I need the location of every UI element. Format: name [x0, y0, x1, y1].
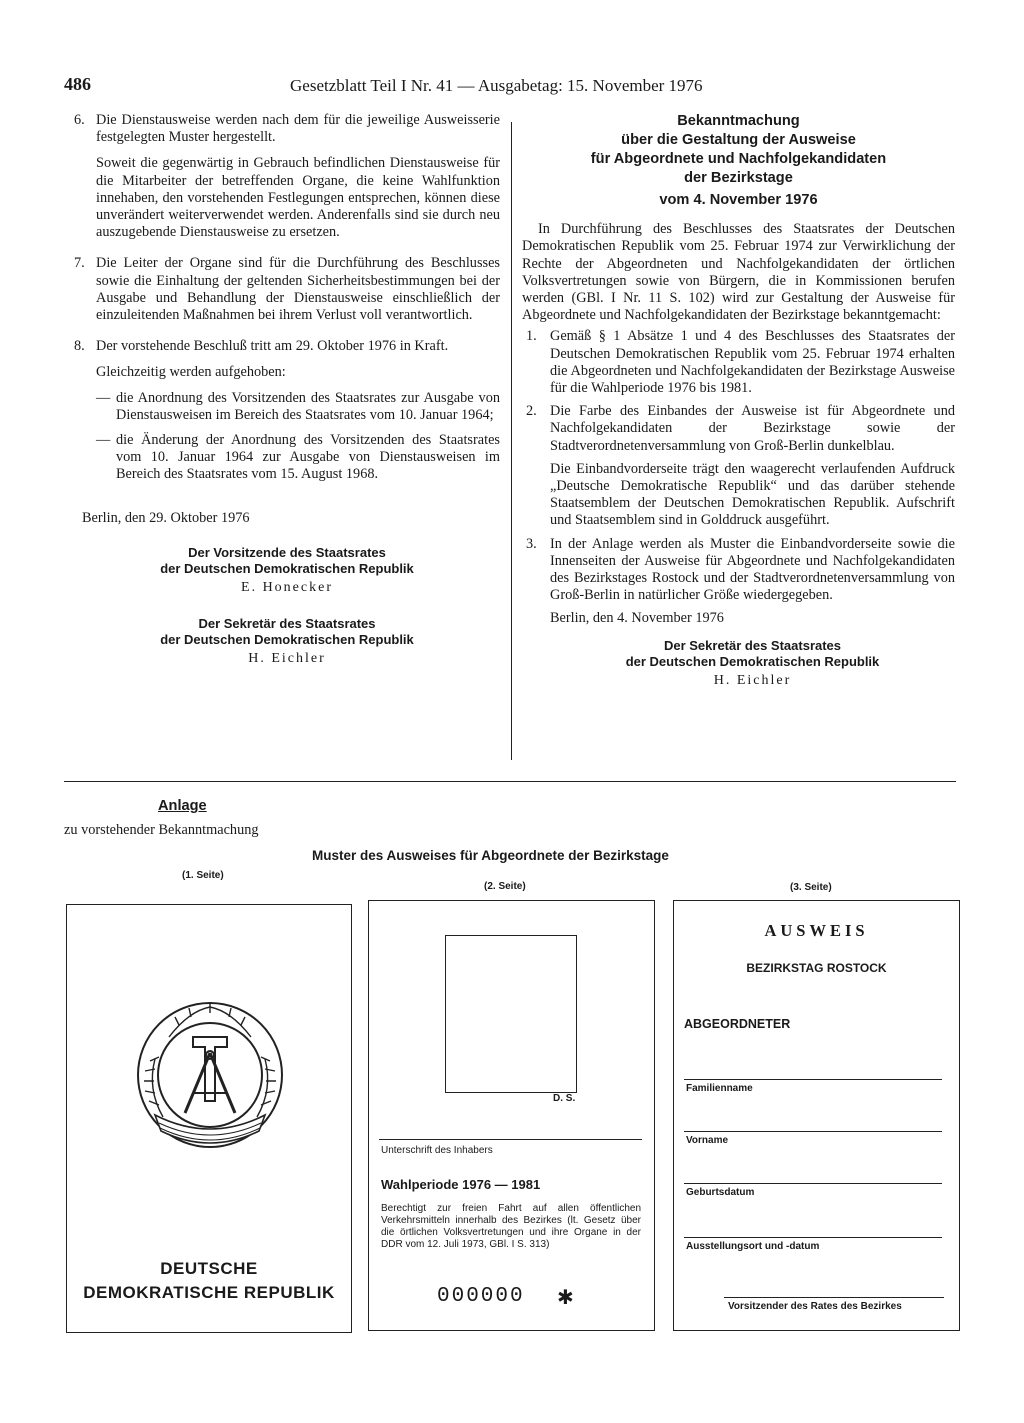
muster-title: Muster des Ausweises für Abgeordnete der Bezirkstage [312, 848, 669, 863]
item-text: Der vorstehende Beschluß tritt am 29. Oktober 1976 in Kraft. [96, 338, 449, 355]
card2-label: (2. Seite) [484, 881, 526, 892]
item-2-paragraph: Die Einbandvorderseite trägt den waagerecht verlaufenden Aufdruck „Deutsche Demokratische Republik“ und das darüber stehende Staatsemblem der Deutschen Demokratischen Republik. Aufschrift und Staatsemblem sind in Golddruck ausgeführt. [550, 460, 955, 529]
field-line [684, 1237, 942, 1238]
signoff-place-date: Berlin, den 4. November 1976 [550, 610, 724, 627]
item-text: Gemäß § 1 Absätze 1 und 4 des Beschlusses des Staatsrates der Deutschen Demokratischen Republik vom 25. Februar 1974 erhalten die Abgeordneten und Nachfolgekandidaten der Bezirkstage Ausweise für die Wahlperiode 1976 bis 1981. [550, 328, 955, 397]
card1-label: (1. Seite) [182, 870, 224, 881]
item-number: 2. [526, 403, 537, 420]
signature-title: Der Sekretär des Staatsrates [663, 637, 842, 653]
left-column [74, 112, 500, 687]
star-icon: ✱ [557, 1285, 574, 1309]
id-card-page-2 [368, 900, 655, 1331]
item-text: Die Leiter der Organe sind für die Durchführung des Beschlusses sowie die Einhaltung der geltenden Sicherheitsbestimmungen bei der Ausgabe und Behandlung der Dienstausweise einschließlich der einzuleitenden Maßnahmen bei ihrem Verlust voll verantwortlich. [96, 255, 500, 324]
travel-entitlement: Berechtigt zur freien Fahrt auf allen öffentlichen Verkehrsmitteln innerhalb des Bezirkes (lt. Gesetz über die örtlichen Volksvertretungen und ihre Organe in der DDR vom 12. Juli 1973, GBl. I S. 313) [381, 1203, 641, 1250]
signature-title: der Deutschen Demokratischen Republik [160, 632, 414, 648]
cover-title [67, 1257, 351, 1305]
seal-mark: D. S. [553, 1093, 576, 1104]
signature-title: der Deutschen Demokratischen Republik [625, 653, 880, 669]
signature-name: H. Eichler [713, 672, 792, 688]
id-card-cover [66, 904, 352, 1333]
photo-placeholder [445, 935, 577, 1093]
item-number: 7. [74, 255, 85, 272]
item-8-paragraph: Gleichzeitig werden aufgehoben: [96, 364, 286, 381]
page-number: 486 [64, 74, 91, 94]
field-line [724, 1297, 944, 1298]
field-line [684, 1079, 942, 1080]
cover-title-line: DEUTSCHE [160, 1259, 258, 1278]
wahlperiode: Wahlperiode 1976 — 1981 [381, 1177, 541, 1192]
signature-title: der Deutschen Demokratischen Republik [160, 560, 414, 576]
field-label-ausstellungsort: Ausstellungsort und -datum [686, 1241, 820, 1252]
item-text: Die Farbe des Einbandes der Ausweise ist für Abgeordnete und Nachfolgekandidaten der Bezirkstage sowie der Stadtverordnetenversammlung von Groß-Berlin dunkelblau. [550, 403, 955, 454]
title-line: für Abgeordnete und Nachfolgekandidaten [590, 151, 887, 167]
serial-number: 000000 [437, 1285, 525, 1308]
signature-title: Der Vorsitzende des Staatsrates [188, 544, 386, 560]
field-line [684, 1183, 942, 1184]
title-line: der Bezirkstage [684, 170, 793, 186]
council-chair-label: Vorsitzender des Rates des Bezirkes [728, 1301, 902, 1312]
item-number: 1. [526, 328, 537, 345]
page-header-title: Gesetzblatt Teil I Nr. 41 — Ausgabetag: 15. November 1976 [290, 76, 703, 95]
item-text: In der Anlage werden als Muster die Einbandvorderseite sowie die Innenseiten der Ausweise für Abgeordnete und Nachfolgekandidaten des Bezirkstages Rostock und der Stadtverordnetenversammlung von Groß-Berlin in natürlicher Größe wiedergegeben. [550, 535, 955, 604]
field-label-geburtsdatum: Geburtsdatum [686, 1187, 755, 1198]
signature-label: Unterschrift des Inhabers [381, 1145, 493, 1156]
title-line: über die Gestaltung der Ausweise [621, 132, 856, 148]
item-7 [74, 255, 500, 324]
role-label: ABGEORDNETER [684, 1017, 791, 1031]
item-number: 6. [74, 112, 85, 128]
signature-block-secretary [522, 638, 955, 689]
item-6 [74, 112, 500, 146]
signoff-place-date: Berlin, den 29. Oktober 1976 [82, 509, 250, 526]
bezirkstag-name: BEZIRKSTAG ROSTOCK [746, 961, 887, 975]
right-column [522, 112, 955, 709]
repealed-list [74, 390, 500, 484]
field-label-vorname: Vorname [686, 1135, 729, 1146]
signature-line [379, 1139, 642, 1140]
signature-title: Der Sekretär des Staatsrates [198, 616, 376, 632]
anlage-heading: Anlage [158, 798, 207, 814]
signature-name: E. Honecker [241, 579, 333, 595]
card3-label: (3. Seite) [790, 882, 832, 893]
dash-bullet: — [96, 389, 111, 406]
signature-block-secretary [74, 616, 500, 667]
dash-bullet: — [96, 432, 111, 449]
signature-name: H. Eichler [248, 651, 326, 667]
item-number: 8. [74, 338, 85, 355]
item-8 [74, 338, 500, 355]
item-text: Die Dienstausweise werden nach dem für die jeweilige Ausweisserie festgelegten Muster hergestellt. [96, 112, 500, 146]
list-item [96, 432, 500, 484]
item-number: 3. [526, 535, 537, 552]
column-divider [511, 122, 512, 760]
item-2 [522, 403, 955, 455]
item-1 [522, 328, 955, 397]
section-divider [64, 781, 956, 782]
signature-block-chairman [74, 545, 500, 596]
announcement-intro: In Durchführung des Beschlusses des Staatsrates der Deutschen Demokratischen Republik vom 25. Februar 1974 zur Verwirklichung der Rechte der Abgeordneten und Nachfolgekandidaten der örtlichen Volksvertretungen sowie von Bürgern, die in Kommissionen berufen werden (GBl. I Nr. 11 S. 102) wird zur Gestaltung der Ausweise für Abgeordnete und Nachfolgekandidaten der Bezirkstage bekanntgemacht: [522, 221, 955, 324]
cover-title-line: DEMOKRATISCHE REPUBLIK [83, 1283, 335, 1302]
anlage-subheading: zu vorstehender Bekanntmachung [64, 822, 259, 838]
field-label-familienname: Familienname [686, 1083, 753, 1094]
title-line: Bekanntmachung [677, 113, 800, 129]
field-line [684, 1131, 942, 1132]
item-3 [522, 536, 955, 605]
state-emblem-icon [133, 997, 287, 1151]
list-item-text: die Anordnung des Vorsitzenden des Staatsrates zur Ausgabe von Dienstausweisen im Bereich des Staatsrates vom 10. Januar 1964; [116, 389, 500, 423]
item-6-paragraph: Soweit die gegenwärtig in Gebrauch befindlichen Dienstausweise für die Mitarbeiter der betreffenden Organe, die keine Wahlfunktion innehaben, den vorstehenden Festlegungen entsprechen, können diese unverändert weiterverwendet werden. Anderenfalls sind sie durch neu auszugebende Dienstausweise zu ersetzen. [96, 155, 500, 241]
card-title: AUSWEIS [764, 921, 869, 940]
announcement-title [522, 112, 955, 188]
announcement-date: vom 4. November 1976 [659, 192, 818, 208]
list-item [96, 390, 500, 424]
list-item-text: die Änderung der Anordnung des Vorsitzenden des Staatsrates vom 10. Januar 1964 zur Ausgabe von Dienstausweisen im Bereich des Staatsrates vom 15. August 1968. [116, 432, 500, 483]
id-card-page-3 [673, 900, 960, 1331]
